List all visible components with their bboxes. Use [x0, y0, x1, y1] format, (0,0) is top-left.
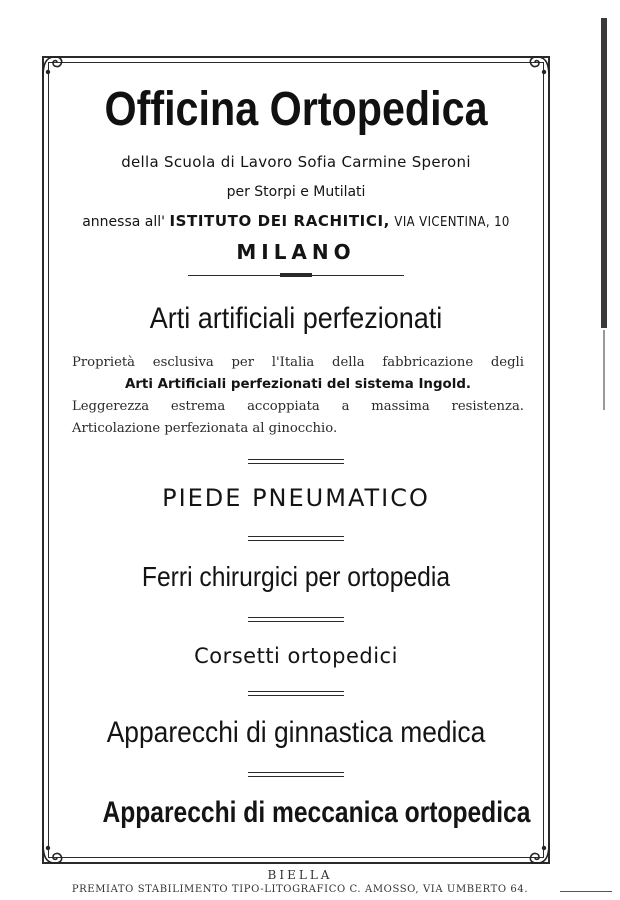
annex-line: [60, 212, 532, 230]
page-edge-shadow: [601, 18, 607, 328]
annex-institute: ISTITUTO DEI RACHITICI,: [169, 212, 390, 230]
subtitle-school: della Scuola di Lavoro Sofia Carmine Speroni: [121, 153, 471, 171]
annex-address: VIA VICENTINA, 10: [394, 215, 510, 230]
divider: [248, 776, 344, 777]
divider: [248, 621, 344, 622]
divider: [248, 540, 344, 541]
product-piede-pneumatico: PIEDE PNEUMATICO: [162, 484, 430, 512]
divider: [248, 463, 344, 464]
arti-line-3: Leggerezza estrema accoppiata a massima resistenza.: [72, 399, 524, 414]
footer-printer: PREMIATO STABILIMENTO TIPO-LITOGRAFICO C. AMOSSO, VIA UMBERTO 64.: [71, 884, 529, 895]
divider: [248, 695, 344, 696]
arti-line-4: Articolazione perfezionata al ginocchio.: [72, 421, 338, 436]
product-corsetti: Corsetti ortopedici: [194, 644, 398, 668]
corner-ornament-icon: [40, 840, 66, 866]
arti-line-2: Arti Artificiali perfezionati del sistema Ingold.: [124, 377, 472, 392]
divider-center: [280, 273, 312, 277]
subtitle-purpose: per Storpi e Mutilati: [226, 184, 366, 200]
corner-ornament-icon: [526, 54, 552, 80]
divider: [248, 691, 344, 692]
arti-line-1: Proprietà esclusiva per l'Italia della fabbricazione degli: [72, 355, 524, 370]
product-meccanica-ortopedica: Apparecchi di meccanica ortopedica: [102, 796, 531, 829]
page-edge-shadow-lower: [603, 330, 605, 410]
product-ginnastica-medica: Apparecchi di ginnastica medica: [106, 716, 486, 749]
page-title: Officina Ortopedica: [104, 83, 488, 136]
corner-ornament-icon: [40, 54, 66, 80]
divider: [248, 772, 344, 773]
annex-prefix: annessa all': [82, 214, 165, 230]
section-heading-arti: Arti artificiali perfezionati: [149, 302, 443, 335]
divider: [248, 459, 344, 460]
footer-city: BIELLA: [267, 868, 333, 882]
divider: [248, 617, 344, 618]
corner-ornament-icon: [526, 840, 552, 866]
footer-rule: [560, 891, 612, 892]
divider: [248, 536, 344, 537]
city-heading: MILANO: [236, 240, 356, 264]
product-ferri-chirurgici: Ferri chirurgici per ortopedia: [141, 561, 451, 592]
